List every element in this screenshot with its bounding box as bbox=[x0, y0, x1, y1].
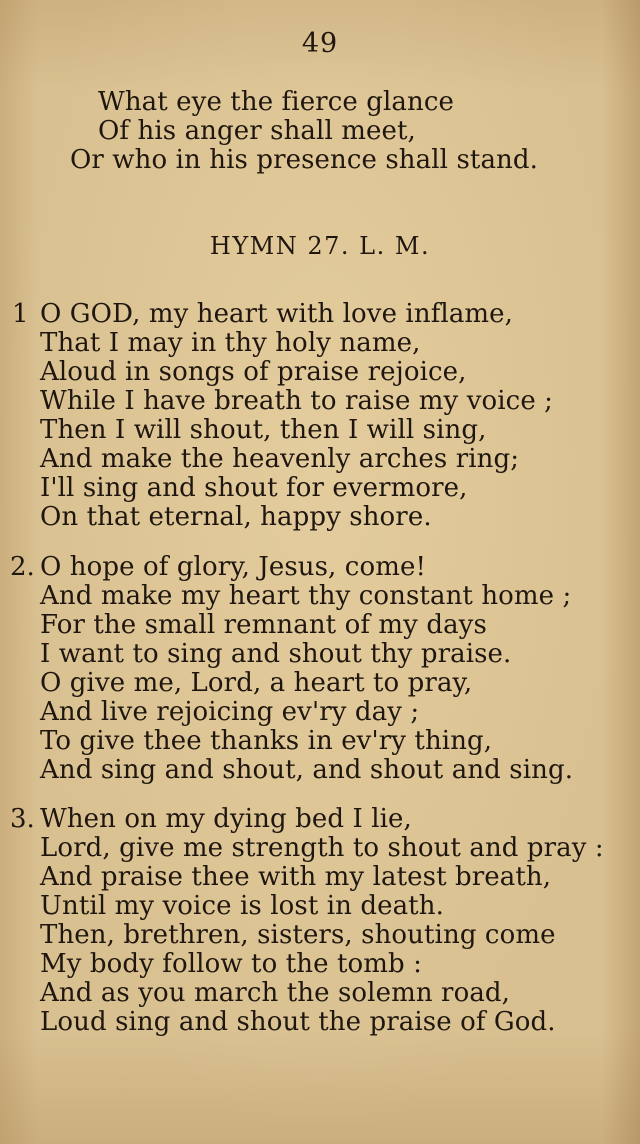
verse-line: Then I will shout, then I will sing, bbox=[40, 415, 487, 445]
verse-line: While I have breath to raise my voice ; bbox=[40, 386, 554, 416]
page-number: 49 bbox=[301, 28, 339, 59]
stanza-number: 2. bbox=[10, 552, 35, 582]
verse-line: And sing and shout, and shout and sing. bbox=[40, 755, 574, 785]
verse-line: Then, brethren, sisters, shouting come bbox=[40, 920, 556, 950]
verse-line: I want to sing and shout thy praise. bbox=[40, 639, 512, 669]
verse-line: And make the heavenly arches ring; bbox=[40, 444, 520, 474]
verse-line: Lord, give me strength to shout and pray : bbox=[40, 833, 604, 863]
hymn-title: HYMN 27. L. M. bbox=[209, 232, 431, 260]
verse-line: And as you march the solemn road, bbox=[40, 978, 511, 1008]
verse-line: Until my voice is lost in death. bbox=[40, 891, 444, 921]
verse-line: Loud sing and shout the praise of God. bbox=[40, 1007, 556, 1037]
verse-line: Aloud in songs of praise rejoice, bbox=[40, 357, 467, 387]
verse-line: O GOD, my heart with love inflame, bbox=[40, 299, 514, 329]
verse-line: What eye the fierce glance bbox=[98, 87, 454, 117]
verse-line: And make my heart thy constant home ; bbox=[40, 581, 572, 611]
verse-line: And live rejoicing ev'ry day ; bbox=[40, 697, 420, 727]
verse-line: On that eternal, happy shore. bbox=[40, 502, 432, 532]
verse-line: To give thee thanks in ev'ry thing, bbox=[40, 726, 493, 756]
verse-line: For the small remnant of my days bbox=[40, 610, 487, 640]
verse-line: That I may in thy holy name, bbox=[40, 328, 421, 358]
verse-line: And praise thee with my latest breath, bbox=[40, 862, 552, 892]
stanza-number: 3. bbox=[10, 804, 35, 834]
verse-line: Of his anger shall meet, bbox=[98, 116, 416, 146]
verse-line: When on my dying bed I lie, bbox=[40, 804, 412, 834]
verse-line: O give me, Lord, a heart to pray, bbox=[40, 668, 473, 698]
stanza-number: 1 bbox=[12, 299, 29, 329]
verse-line: O hope of glory, Jesus, come! bbox=[40, 552, 426, 582]
verse-line: I'll sing and shout for evermore, bbox=[40, 473, 468, 503]
verse-line: Or who in his presence shall stand. bbox=[70, 145, 538, 175]
verse-line: My body follow to the tomb : bbox=[40, 949, 422, 979]
